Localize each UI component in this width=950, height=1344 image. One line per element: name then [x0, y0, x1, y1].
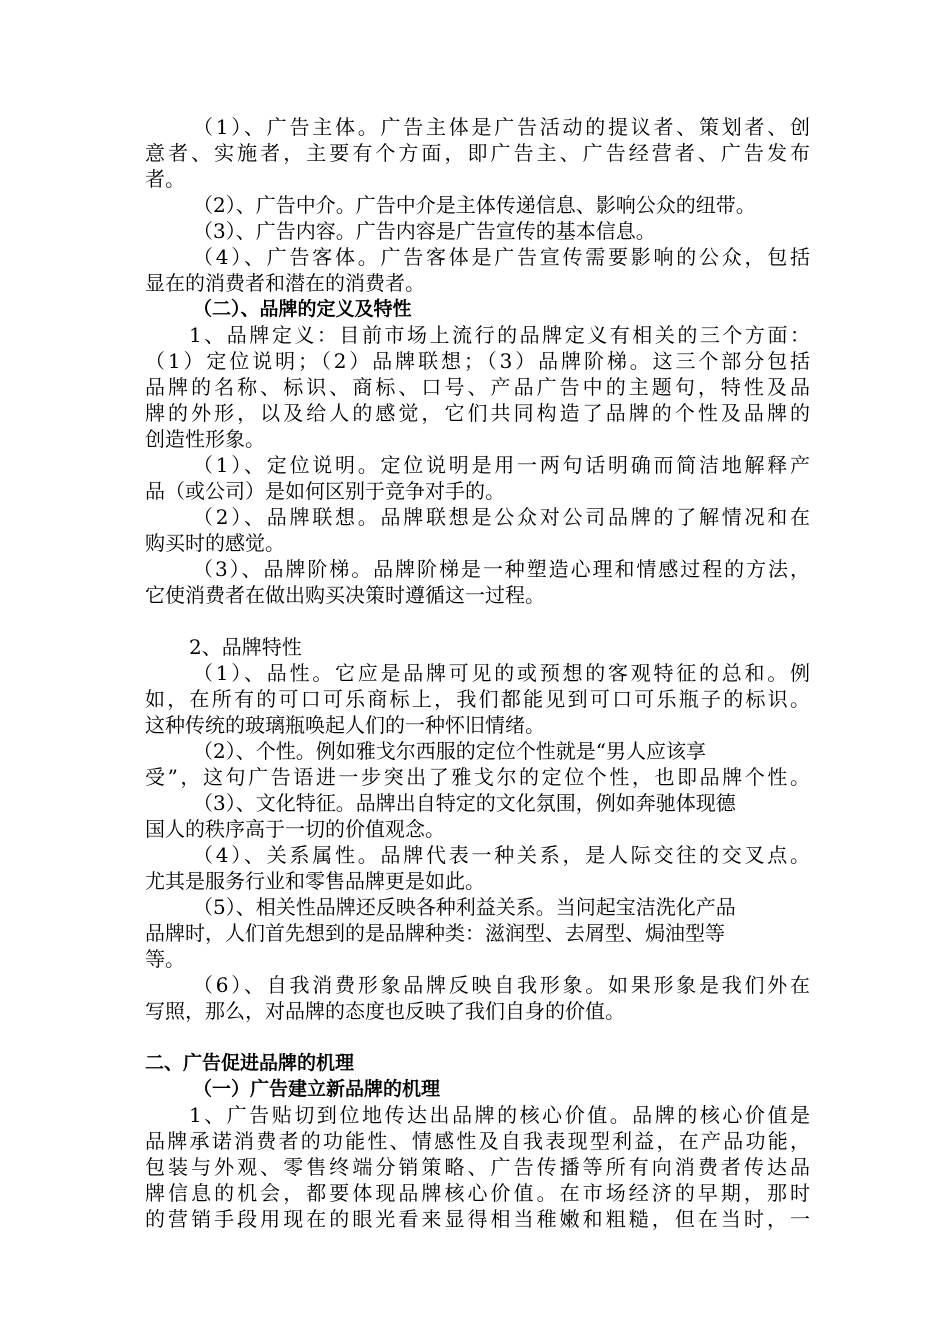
text-line: 等。 [145, 947, 185, 971]
text-line: （2）、品牌联想。品牌联想是公众对公司品牌的了解情况和在 [193, 505, 810, 529]
blank-line [145, 1024, 810, 1050]
text-line: （2）、广告中介。广告中介是主体传递信息、影响公众的纽带。 [193, 193, 756, 217]
section-heading: （二）、品牌的定义及特性 [193, 298, 412, 320]
text-line: 创造性形象。 [145, 427, 265, 451]
text-line: （1）、品性。它应是品牌可见的或预想的客观特征的总和。例 [193, 661, 810, 685]
text-line: 包装与外观、零售终端分销策略、广告传播等所有向消费者传达品 [145, 1155, 810, 1179]
text-line: 如，在所有的可口可乐商标上，我们都能见到可口可乐瓶子的标识。 [145, 687, 810, 711]
document-page [145, 114, 810, 1232]
text-line: （3）、广告内容。广告内容是广告宣传的基本信息。 [193, 219, 656, 243]
text-line: 它使消费者在做出购买决策时遵循这一过程。 [145, 583, 545, 607]
text-line: 受”，这句广告语进一步突出了雅戈尔的定位个性，也即品牌个性。 [145, 765, 810, 789]
text-line: （2）、个性。例如雅戈尔西服的定位个性就是“男人应该享 [193, 739, 706, 763]
text-line: 品牌时，人们首先想到的是品牌种类：滋润型、去屑型、焗油型等 [145, 921, 725, 945]
text-line: 牌信息的机会，都要体现品牌核心价值。在市场经济的早期，那时 [145, 1181, 810, 1205]
text-line: （5）、相关性品牌还反映各种利益关系。当问起宝洁洗化产品 [193, 895, 736, 919]
text-line: （6）、自我消费形象品牌反映自我形象。如果形象是我们外在 [193, 973, 810, 997]
text-line: 购买时的感觉。 [145, 531, 285, 555]
text-line: 2、品牌特性 [189, 635, 302, 659]
text-line: 品牌承诺消费者的功能性、情感性及自我表现型利益，在产品功能， [145, 1129, 810, 1153]
text-line: 国人的秩序高于一切的价值观念。 [145, 817, 445, 841]
text-line: 1、广告贴切到位地传达出品牌的核心价值。品牌的核心价值是 [189, 1103, 810, 1127]
blank-line [145, 608, 810, 634]
text-line: （1）定位说明；（2）品牌联想；（3）品牌阶梯。这三个部分包括 [145, 349, 810, 373]
text-line: 品（或公司）是如何区别于竞争对手的。 [145, 479, 505, 503]
text-line: 写照，那么，对品牌的态度也反映了我们自身的价值。 [145, 999, 625, 1023]
text-line: （1）、广告主体。广告主体是广告活动的提议者、策划者、创 [193, 115, 810, 139]
text-line: 牌的外形，以及给人的感觉，它们共同构造了品牌的个性及品牌的 [145, 401, 810, 425]
text-line: 1、品牌定义：目前市场上流行的品牌定义有相关的三个方面： [189, 323, 810, 347]
text-line: （3）、品牌阶梯。品牌阶梯是一种塑造心理和情感过程的方法， [193, 557, 810, 581]
text-line: 品牌的名称、标识、商标、口号、产品广告中的主题句，特性及品 [145, 375, 810, 399]
text-line: 的营销手段用现在的眼光看来显得相当稚嫩和粗糙，但在当时，一 [145, 1207, 810, 1231]
text-line: 这种传统的玻璃瓶唤起人们的一种怀旧情绪。 [145, 713, 545, 737]
text-line: （3）、文化特征。品牌出自特定的文化氛围，例如奔驰体现德 [193, 791, 736, 815]
text-line: 显在的消费者和潜在的消费者。 [145, 271, 425, 295]
text-line: （4）、广告客体。广告客体是广告宣传需要影响的公众，包括 [193, 245, 810, 269]
text-line: （1）、定位说明。定位说明是用一两句话明确而简洁地解释产 [193, 453, 810, 477]
text-line: 尤其是服务行业和零售品牌更是如此。 [145, 869, 485, 893]
section-heading: （一）广告建立新品牌的机理 [193, 1078, 441, 1100]
text-line: 者。 [145, 167, 185, 191]
text-line: （4）、关系属性。品牌代表一种关系，是人际交往的交叉点。 [193, 843, 810, 867]
section-heading: 二、广告促进品牌的机理 [145, 1052, 355, 1074]
text-line: 意者、实施者，主要有个方面，即广告主、广告经营者、广告发布 [145, 141, 810, 165]
